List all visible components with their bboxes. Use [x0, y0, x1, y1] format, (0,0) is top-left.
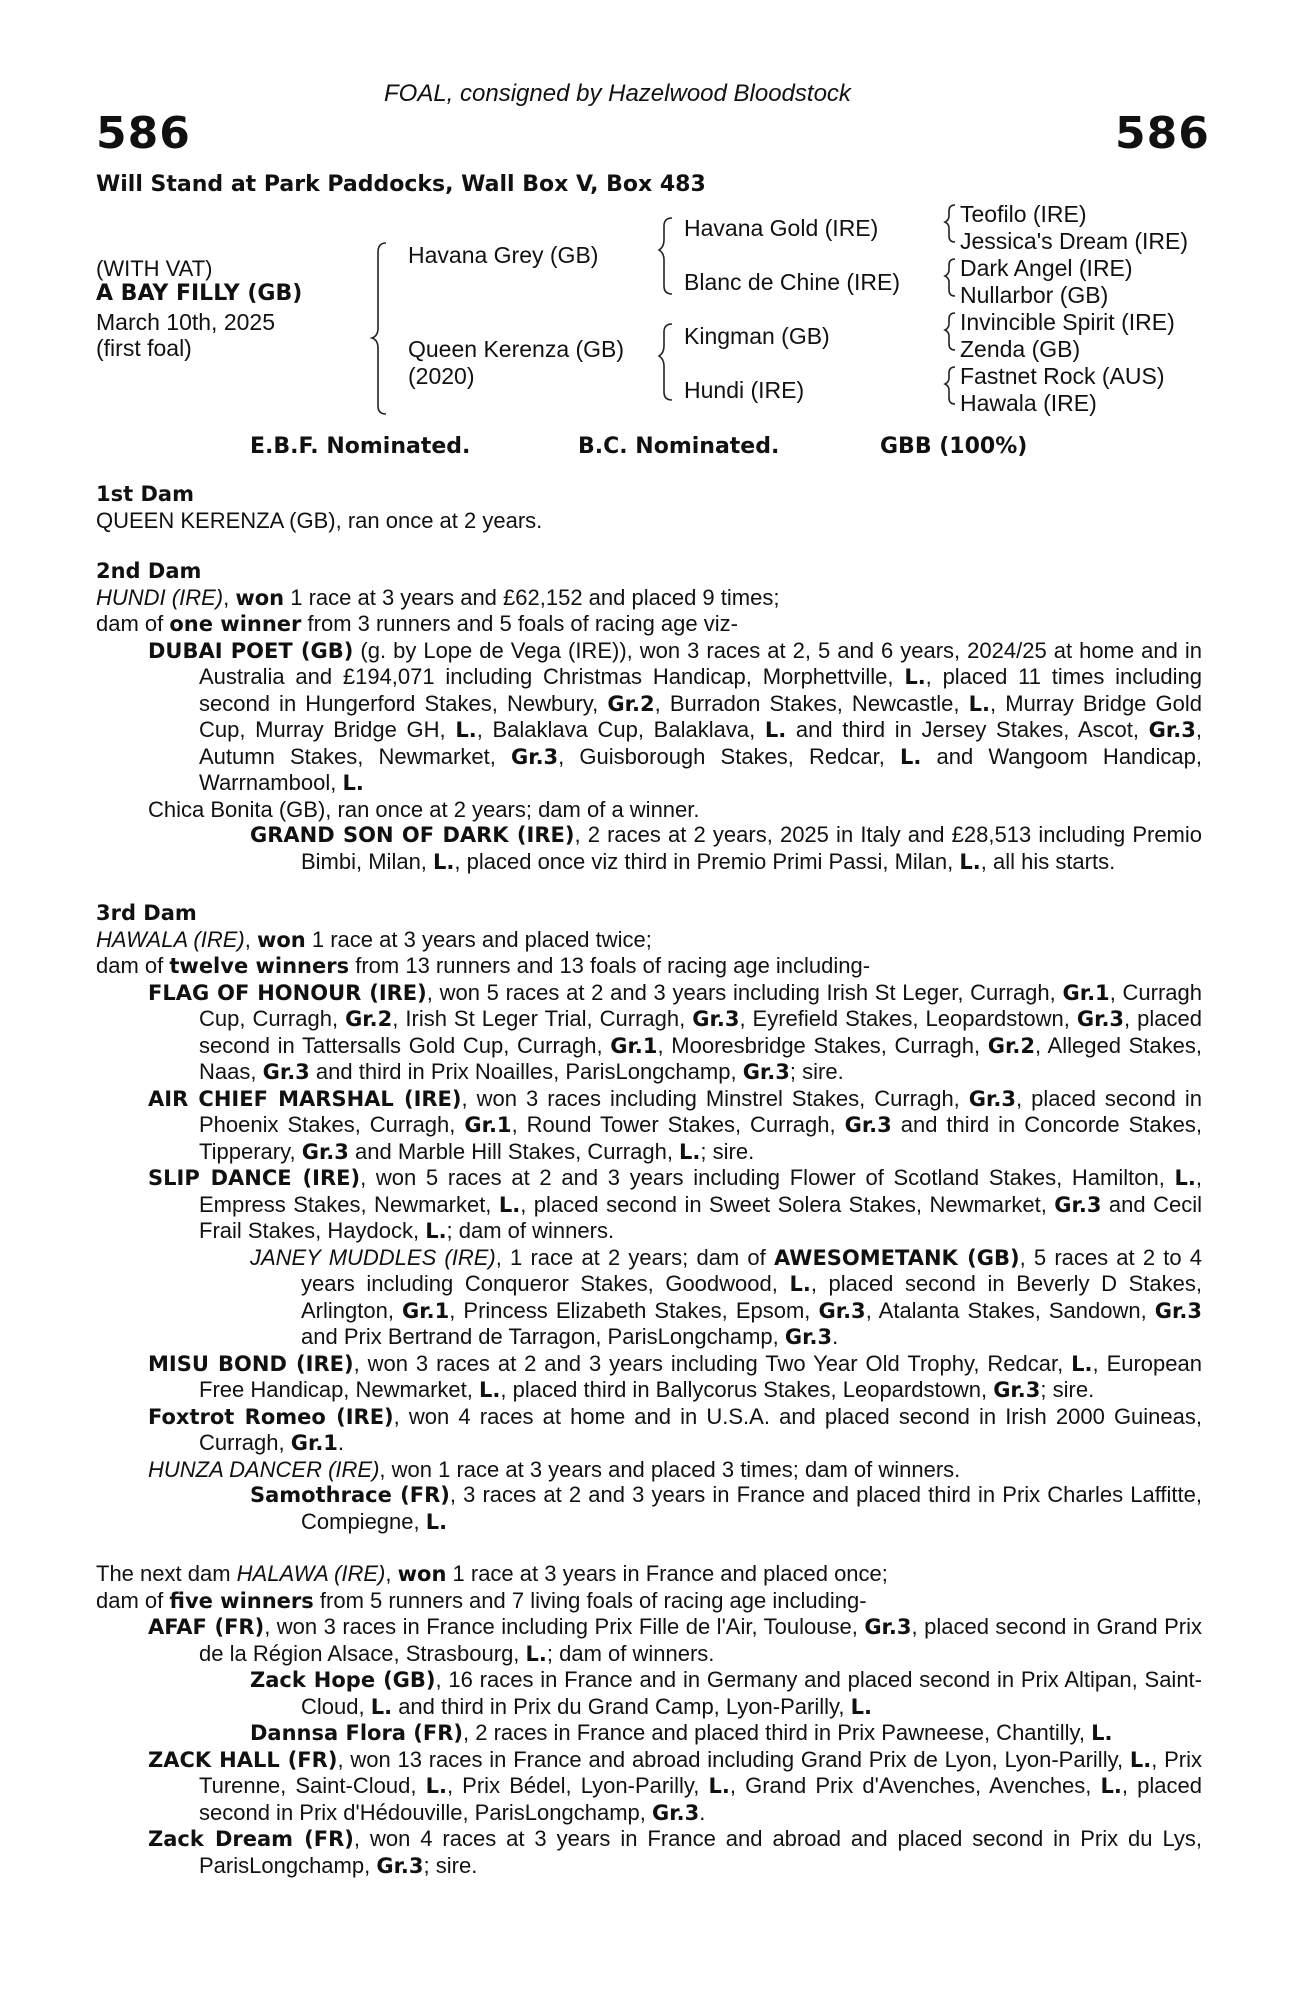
second-dam-produce: dam of one winner from 3 runners and 5 foals of racing age viz-	[96, 611, 738, 636]
third-dam-title: 3rd Dam	[96, 901, 197, 925]
dam-year: (2020)	[408, 363, 475, 389]
gen4-6: Zenda (GB)	[960, 336, 1081, 362]
gen4-5: Invincible Spirit (IRE)	[960, 309, 1175, 335]
sire-name: Havana Grey (GB)	[408, 242, 599, 268]
progeny-zack-hope: Zack Hope (GB), 16 races in France and in Germany and placed second in Prix Altipan, Saint-Cloud, L. and third in Prix du Grand Camp, Lyon-Parilly, L.	[250, 1667, 1202, 1719]
gen4-4: Nullarbor (GB)	[960, 282, 1109, 308]
progeny-samothrace: Samothrace (FR), 3 races at 2 and 3 years in France and placed third in Prix Charles Laffitte, Compiegne, L.	[250, 1482, 1202, 1534]
ebf-nomination: E.B.F. Nominated.	[250, 434, 471, 459]
progeny-afaf: AFAF (FR), won 3 races in France including Prix Fille de l'Air, Toulouse, Gr.3, placed second in Grand Prix de la Région Alsace, Strasbourg, L.; dam of winners.	[148, 1614, 1202, 1666]
gbb-rating: GBB (100%)	[880, 434, 1028, 459]
first-dam-title: 1st Dam	[96, 482, 194, 506]
progeny-dannsa-flora: Dannsa Flora (FR), 2 races in France and placed third in Prix Pawneese, Chantilly, L.	[250, 1720, 1113, 1745]
progeny-slip-dance: SLIP DANCE (IRE), won 5 races at 2 and 3 years including Flower of Scotland Stakes, Hamilton, L., Empress Stakes, Newmarket, L., placed second in Sweet Solera Stakes, Newmarket, Gr.3 and Cecil Frail Stakes, Haydock, L.; dam of winners.	[148, 1165, 1202, 1243]
progeny-janey-muddles: JANEY MUDDLES (IRE), 1 race at 2 years; dam of AWESOMETANK (GB), 5 races at 2 to 4 years including Conqueror Stakes, Goodwood, L., placed second in Beverly D Stakes, Arlington, Gr.1, Princess Elizabeth Stakes, Epsom, Gr.3, Atalanta Stakes, Sandown, Gr.3 and Prix Bertrand de Tarragon, ParisLongchamp, Gr.3.	[250, 1244, 1202, 1349]
progeny-misu-bond: MISU BOND (IRE), won 3 races at 2 and 3 years including Two Year Old Trophy, Redcar, L., European Free Handicap, Newmarket, L., placed third in Ballycorus Stakes, Leopardstown, Gr.3; sire.	[148, 1350, 1202, 1402]
foal-note: (first foal)	[96, 335, 192, 361]
progeny-zack-hall: ZACK HALL (FR), won 13 races in France and abroad including Grand Prix de Lyon, Lyon-Parilly, L., Prix Turenne, Saint-Cloud, L., Prix Bédel, Lyon-Parilly, L., Grand Prix d'Avenches, Avenches, L., placed second in Prix d'Hédouville, ParisLongchamp, Gr.3.	[148, 1746, 1202, 1825]
dam-name: Queen Kerenza (GB)	[408, 336, 625, 362]
gen4-1: Teofilo (IRE)	[960, 201, 1087, 227]
second-dam-record: HUNDI (IRE), won 1 race at 3 years and £62,152 and placed 9 times;	[96, 584, 780, 610]
progeny-foxtrot-romeo: Foxtrot Romeo (IRE), won 4 races at home and in U.S.A. and placed second in Irish 2000 Guineas, Curragh, Gr.1.	[148, 1403, 1203, 1455]
progeny-zack-dream: Zack Dream (FR), won 4 races at 3 years in France and abroad and placed second in Prix du Lys, ParisLongchamp, Gr.3; sire.	[148, 1826, 1202, 1878]
dam-dam: Hundi (IRE)	[684, 377, 805, 403]
gen4-3: Dark Angel (IRE)	[960, 255, 1133, 281]
foal-description: A BAY FILLY (GB)	[96, 281, 303, 306]
lot-number-left: 586	[96, 108, 191, 159]
progeny-flag-of-honour: FLAG OF HONOUR (IRE), won 5 races at 2 and 3 years including Irish St Leger, Curragh, Gr.1, Curragh Cup, Curragh, Gr.2, Irish St Leger Trial, Curragh, Gr.3, Eyrefield Stakes, Leopardstown, Gr.3, placed second in Tattersalls Gold Cup, Curragh, Gr.1, Mooresbridge Stakes, Curragh, Gr.2, Alleged Stakes, Naas, Gr.3 and third in Prix Noailles, ParisLongchamp, Gr.3; sire.	[148, 979, 1202, 1084]
second-dam-title: 2nd Dam	[96, 559, 202, 583]
next-dam-record: The next dam HALAWA (IRE), won 1 race at 3 years in France and placed once;	[96, 1561, 888, 1586]
vat-note: (WITH VAT)	[96, 256, 213, 281]
stand-location: Will Stand at Park Paddocks, Wall Box V, Box 483	[96, 172, 706, 197]
foal-date: March 10th, 2025	[96, 309, 276, 335]
catalogue-body	[96, 482, 1202, 1879]
consignor-line: FOAL, consigned by Hazelwood Bloodstock	[384, 80, 851, 107]
sire-sire: Havana Gold (IRE)	[684, 215, 879, 241]
next-dam-produce: dam of five winners from 5 runners and 7 living foals of racing age including-	[96, 1587, 867, 1613]
gen4-8: Hawala (IRE)	[960, 390, 1097, 416]
gen4-7: Fastnet Rock (AUS)	[960, 363, 1165, 389]
progeny-dubai-poet: DUBAI POET (GB) (g. by Lope de Vega (IRE)), won 3 races at 2, 5 and 6 years, 2024/25 at home and in Australia and £194,071 including Christmas Handicap, Morphettville, L., placed 11 times including second in Hungerford Stakes, Newbury, Gr.2, Burradon Stakes, Newcastle, L., Murray Bridge Gold Cup, Murray Bridge GH, L., Balaklava Cup, Balaklava, L. and third in Jersey Stakes, Ascot, Gr.3, Autumn Stakes, Newmarket, Gr.3, Guisborough Stakes, Redcar, L. and Wangoom Handicap, Warrnambool, L.	[148, 637, 1203, 795]
gen4-2: Jessica's Dream (IRE)	[960, 228, 1189, 254]
dam-sire: Kingman (GB)	[684, 323, 830, 349]
progeny-grand-son-of-dark: GRAND SON OF DARK (IRE), 2 races at 2 years, 2025 in Italy and £28,513 including Premio Bimbi, Milan, L., placed once viz third in Premio Primi Passi, Milan, L., all his starts.	[250, 822, 1203, 874]
sire-dam: Blanc de Chine (IRE)	[684, 269, 901, 295]
third-dam-produce: dam of twelve winners from 13 runners and 13 foals of racing age including-	[96, 953, 871, 978]
first-dam-text: QUEEN KERENZA (GB), ran once at 2 years.	[96, 507, 543, 533]
progeny-chica-bonita: Chica Bonita (GB), ran once at 2 years; dam of a winner.	[148, 796, 700, 822]
lot-number-right: 586	[1115, 108, 1210, 159]
third-dam-record: HAWALA (IRE), won 1 race at 3 years and placed twice;	[96, 926, 652, 952]
bc-nomination: B.C. Nominated.	[578, 434, 780, 459]
progeny-hunza-dancer: HUNZA DANCER (IRE), won 1 race at 3 years and placed 3 times; dam of winners.	[148, 1456, 961, 1482]
progeny-air-chief-marshal: AIR CHIEF MARSHAL (IRE), won 3 races including Minstrel Stakes, Curragh, Gr.3, placed second in Phoenix Stakes, Curragh, Gr.1, Round Tower Stakes, Curragh, Gr.3 and third in Concorde Stakes, Tipperary, Gr.3 and Marble Hill Stakes, Curragh, L.; sire.	[148, 1085, 1202, 1164]
